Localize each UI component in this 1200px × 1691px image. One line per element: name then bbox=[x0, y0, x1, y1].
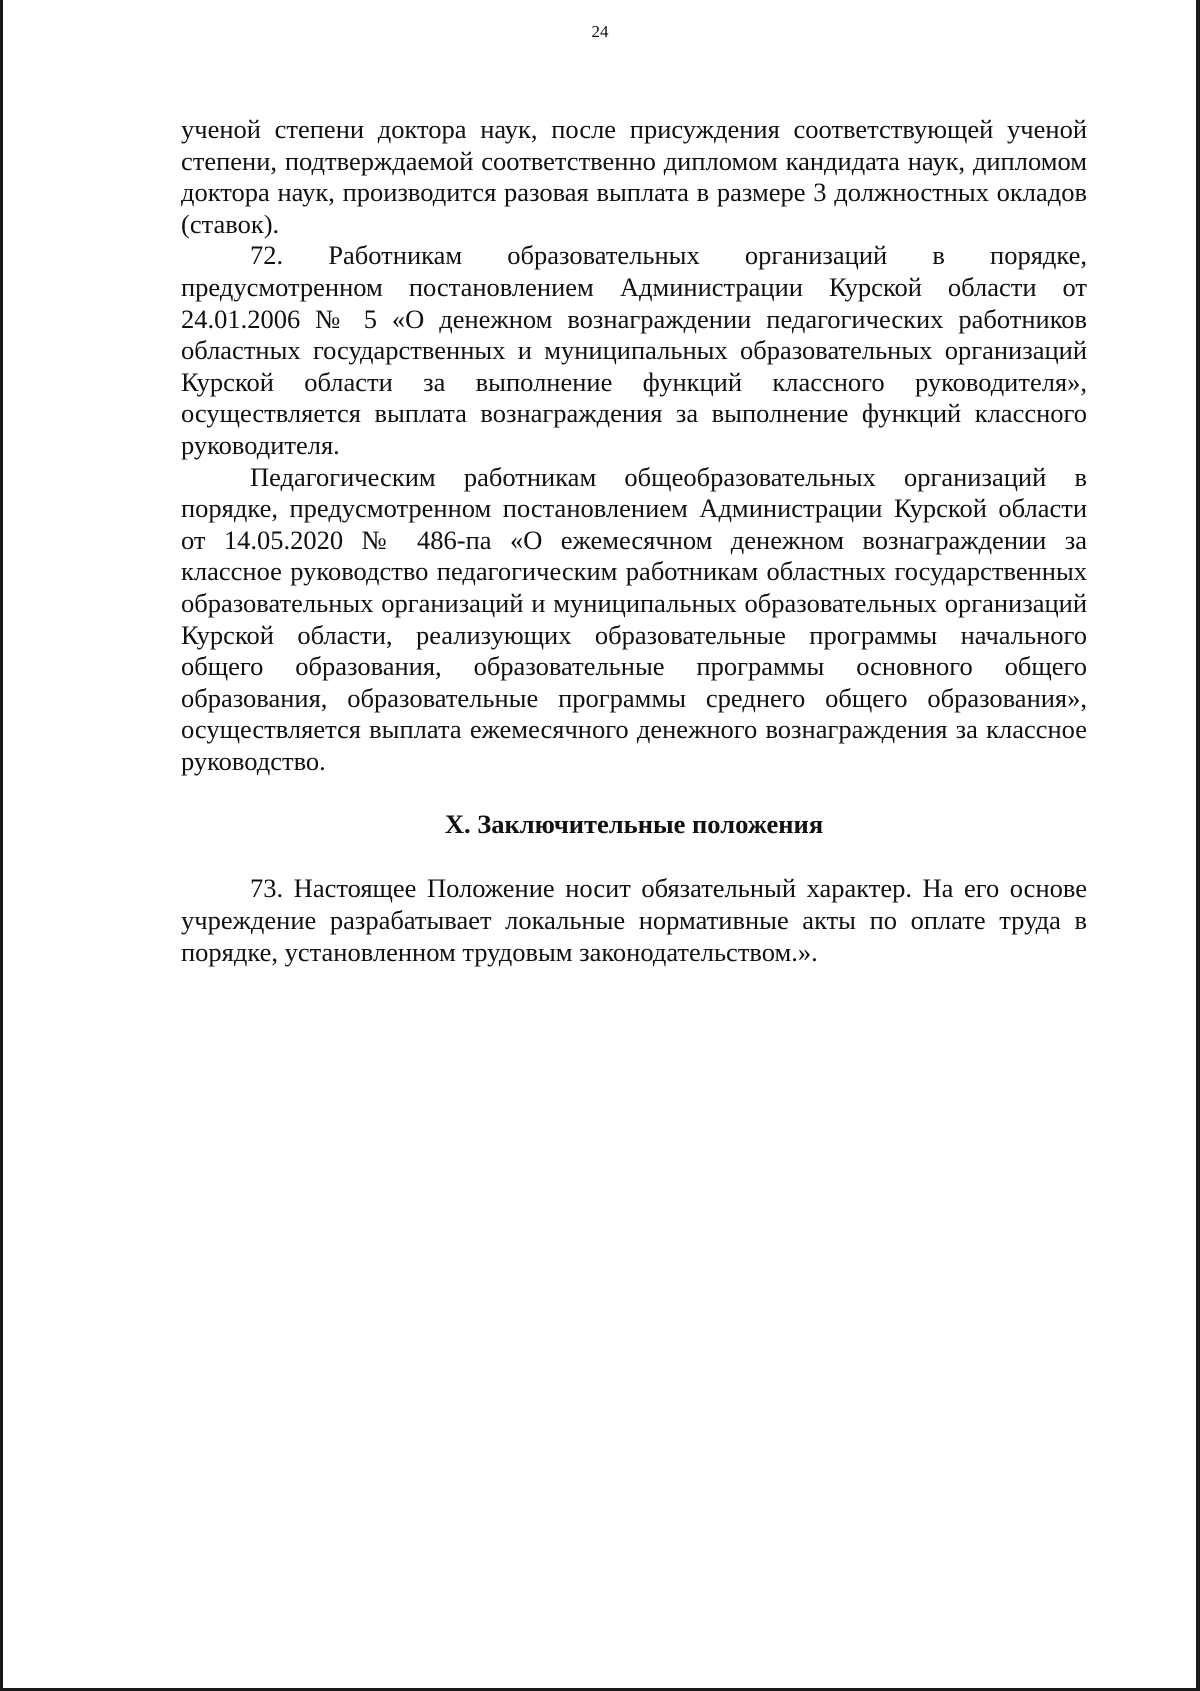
section-heading: X. Заключительные положения bbox=[444, 809, 824, 840]
paragraph-72-continued: Педагогическим работникам общеобразовательных организаций в порядке, предусмотренном постановлением Администрации Курской области от 14.05.2020 № 486-па «О ежемесячном денежном вознаграждении за классное руководство педагогическим работникам областных государственных образовательных организаций и муниципальных образовательных организаций Курской области, реализующих образовательные программы начального общего образования, образовательные программы основного общего образования, образовательные программы среднего общего образования», осуществляется выплата ежемесячного денежного вознаграждения за классное руководство. bbox=[181, 461, 1087, 776]
paragraph-72: 72. Работникам образовательных организаций в порядке, предусмотренном постановлением Администрации Курской области от 24.01.2006 № 5 «О денежном вознаграждении педагогических работников областных государственных и муниципальных образовательных организаций Курской области за выполнение функций классного руководителя», осуществляется выплата вознаграждения за выполнение функций классного руководителя. bbox=[181, 240, 1087, 460]
paragraph-73: 73. Настоящее Положение носит обязательный характер. На его основе учреждение разрабатывает локальные нормативные акты по оплате труда в порядке, установленном трудовым законодательством.». bbox=[181, 873, 1087, 967]
page-number: 24 bbox=[591, 22, 609, 41]
document-body bbox=[181, 114, 1087, 968]
scan-edge-left bbox=[0, 0, 3, 1691]
scan-edge-right bbox=[1196, 0, 1200, 1691]
paragraph-continuation: ученой степени доктора наук, после присуждения соответствующей ученой степени, подтверждаемой соответственно дипломом кандидата наук, дипломом доктора наук, производится разовая выплата в размере 3 должностных окладов (ставок). bbox=[181, 114, 1087, 239]
